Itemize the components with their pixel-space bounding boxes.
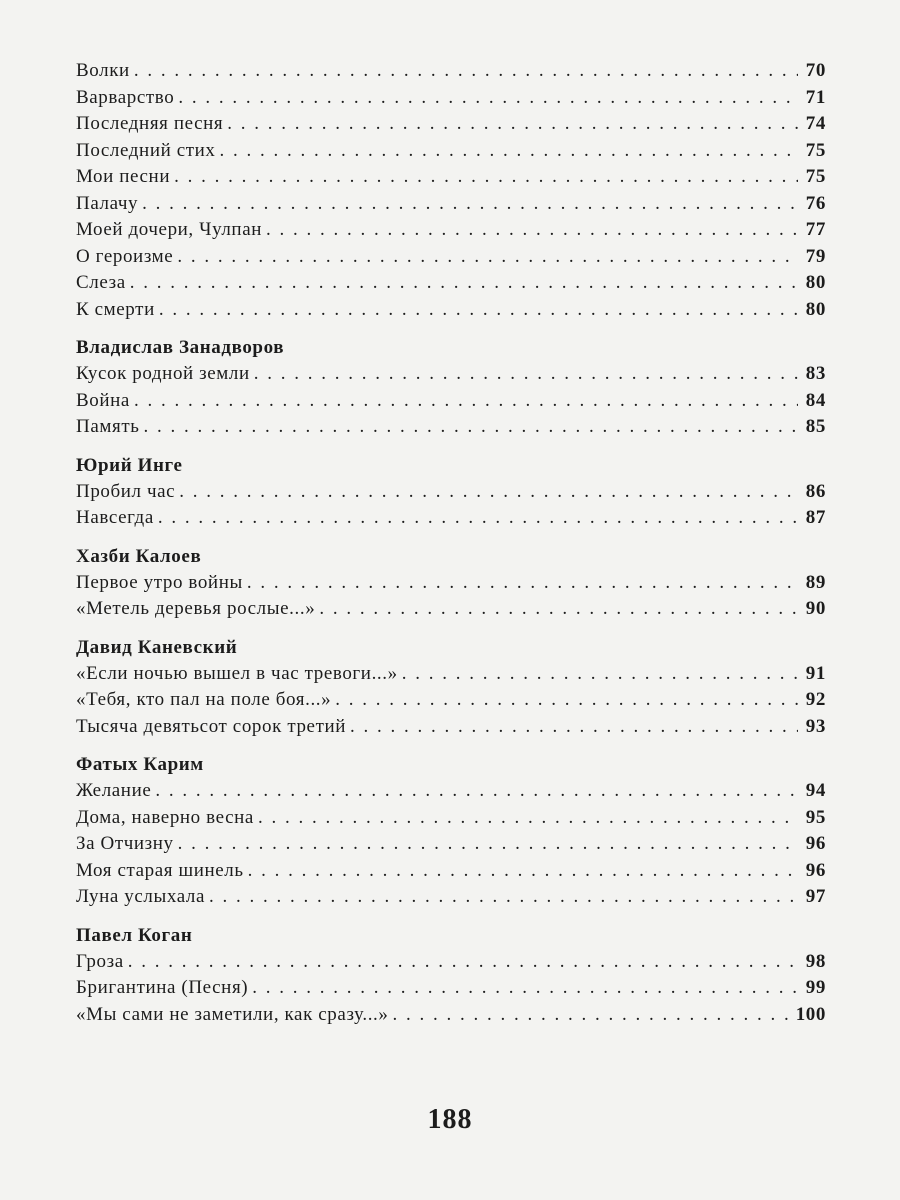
- dot-leader: [179, 479, 798, 506]
- toc-entry: [76, 414, 826, 441]
- entry-page-number: 80: [805, 272, 826, 293]
- table-of-contents: [76, 58, 826, 1028]
- dot-leader: [142, 191, 798, 218]
- entry-title: Гроза: [76, 950, 124, 972]
- entry-page-number: 76: [805, 192, 826, 214]
- entry-title: Луна услыхала: [76, 886, 206, 907]
- dot-leader: [159, 297, 798, 324]
- entry-title: Моя старая шинель: [76, 859, 244, 881]
- entry-page-number: 92: [805, 689, 826, 710]
- toc-entry: [76, 164, 826, 191]
- author-heading: Хазби Калоев: [76, 545, 202, 567]
- toc-entry: [76, 111, 826, 138]
- entry-page-number: 96: [805, 833, 826, 854]
- entry-page-number: 75: [805, 166, 826, 187]
- toc-entry: [76, 244, 826, 271]
- author-heading: Давид Каневский: [76, 636, 238, 658]
- author-heading: Юрий Инге: [76, 454, 183, 476]
- entry-page-number: 96: [805, 859, 826, 881]
- toc-entry: [76, 570, 826, 597]
- toc-entry: [76, 297, 826, 324]
- entry-title: «Если ночью вышел в час тревоги...»: [76, 662, 398, 684]
- entry-title: Варварство: [76, 86, 175, 108]
- entry-title: Пробил час: [76, 480, 176, 502]
- dot-leader: [252, 975, 798, 1002]
- toc-section: [76, 544, 826, 623]
- toc-entry: [76, 1002, 826, 1029]
- toc-entry: [76, 805, 826, 832]
- entry-title: Война: [76, 389, 130, 411]
- entry-title: Навсегда: [76, 507, 154, 528]
- entry-title: Желание: [76, 780, 152, 801]
- toc-entry: [76, 975, 826, 1002]
- entry-title: За Отчизну: [76, 833, 174, 854]
- toc-entry: [76, 661, 826, 688]
- entry-title: Слеза: [76, 272, 126, 293]
- entry-title: «Метель деревья рослые...»: [76, 598, 316, 619]
- entry-title: К смерти: [76, 298, 155, 320]
- dot-leader: [247, 570, 798, 597]
- dot-leader: [134, 58, 798, 85]
- toc-entry: [76, 361, 826, 388]
- entry-page-number: 91: [805, 662, 826, 684]
- dot-leader: [130, 270, 798, 297]
- toc-entry: [76, 388, 826, 415]
- dot-leader: [248, 858, 798, 885]
- dot-leader: [178, 831, 798, 858]
- dot-leader: [177, 244, 798, 271]
- dot-leader: [227, 111, 798, 138]
- entry-title: «Мы сами не заметили, как сразу...»: [76, 1003, 389, 1025]
- toc-entry: [76, 270, 826, 297]
- toc-section: [76, 752, 826, 911]
- entry-page-number: 74: [805, 113, 826, 134]
- toc-entry: [76, 831, 826, 858]
- toc-section: [76, 58, 826, 323]
- toc-entry: [76, 596, 826, 623]
- toc-section: [76, 335, 826, 441]
- toc-entry: [76, 217, 826, 244]
- entry-page-number: 84: [805, 389, 826, 411]
- entry-page-number: 77: [805, 219, 826, 240]
- entry-page-number: 90: [805, 598, 826, 619]
- dot-leader: [174, 164, 798, 191]
- entry-page-number: 98: [805, 950, 826, 972]
- entry-title: Дома, наверно весна: [76, 806, 254, 828]
- toc-entry: [76, 884, 826, 911]
- entry-page-number: 80: [805, 298, 826, 320]
- dot-leader: [158, 505, 798, 532]
- entry-page-number: 71: [805, 86, 826, 108]
- entry-title: Кусок родной земли: [76, 363, 250, 384]
- entry-page-number: 75: [805, 139, 826, 161]
- toc-entry: [76, 138, 826, 165]
- entry-title: «Тебя, кто пал на поле боя...»: [76, 689, 332, 710]
- dot-leader: [254, 361, 798, 388]
- entry-title: Палачу: [76, 192, 139, 214]
- dot-leader: [128, 949, 798, 976]
- toc-entry: [76, 949, 826, 976]
- entry-title: Тысяча девятьсот сорок третий: [76, 715, 347, 737]
- dot-leader: [258, 805, 798, 832]
- dot-leader: [319, 596, 798, 623]
- entry-title: Последняя песня: [76, 113, 224, 134]
- toc-section: [76, 923, 826, 1029]
- entry-page-number: 70: [805, 60, 826, 81]
- toc-entry: [76, 687, 826, 714]
- toc-entry: [76, 479, 826, 506]
- dot-leader: [220, 138, 798, 165]
- entry-page-number: 79: [805, 245, 826, 267]
- entry-page-number: 93: [805, 715, 826, 737]
- toc-entry: [76, 505, 826, 532]
- toc-entry: [76, 58, 826, 85]
- page-number: 188: [427, 1104, 473, 1135]
- toc-entry: [76, 714, 826, 741]
- toc-section: [76, 453, 826, 532]
- author-heading: Владислав Занадворов: [76, 337, 285, 358]
- entry-title: Мои песни: [76, 166, 171, 187]
- toc-entry: [76, 778, 826, 805]
- dot-leader: [144, 414, 799, 441]
- entry-page-number: 95: [805, 806, 826, 828]
- entry-title: Последний стих: [76, 139, 216, 161]
- dot-leader: [393, 1002, 792, 1029]
- entry-title: Память: [76, 416, 140, 437]
- entry-page-number: 100: [795, 1003, 826, 1025]
- dot-leader: [155, 778, 798, 805]
- author-heading: Фатых Карим: [76, 754, 204, 775]
- entry-page-number: 89: [805, 571, 826, 593]
- entry-page-number: 85: [805, 416, 826, 437]
- entry-title: Первое утро войны: [76, 571, 243, 593]
- dot-leader: [209, 884, 798, 911]
- toc-entry: [76, 191, 826, 218]
- toc-section: [76, 635, 826, 741]
- entry-page-number: 87: [805, 507, 826, 528]
- toc-entry: [76, 858, 826, 885]
- entry-page-number: 83: [805, 363, 826, 384]
- toc-entry: [76, 85, 826, 112]
- entry-title: Моей дочери, Чулпан: [76, 219, 262, 240]
- author-heading: Павел Коган: [76, 924, 193, 946]
- dot-leader: [134, 388, 798, 415]
- entry-page-number: 86: [805, 480, 826, 502]
- entry-title: Бригантина (Песня): [76, 977, 249, 998]
- entry-page-number: 97: [805, 886, 826, 907]
- entry-title: О героизме: [76, 245, 174, 267]
- dot-leader: [266, 217, 798, 244]
- dot-leader: [350, 714, 798, 741]
- dot-leader: [178, 85, 798, 112]
- entry-page-number: 99: [805, 977, 826, 998]
- entry-page-number: 94: [805, 780, 826, 801]
- dot-leader: [402, 661, 798, 688]
- dot-leader: [335, 687, 798, 714]
- entry-title: Волки: [76, 60, 130, 81]
